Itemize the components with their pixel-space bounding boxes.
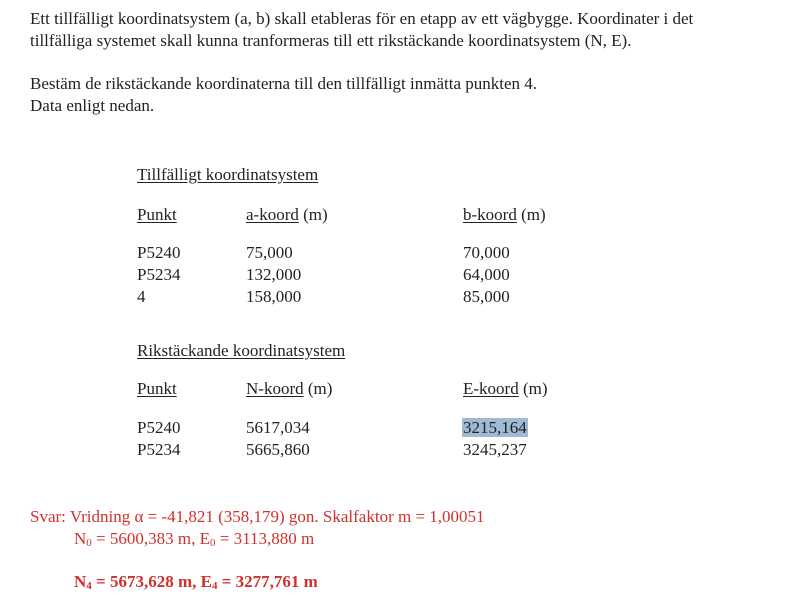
riks-header-e-label: E-koord xyxy=(463,379,519,398)
intro-line-3: Bestäm de rikstäckande koordinaterna till den tillfälligt inmätta punkten 4. xyxy=(30,74,538,93)
answer-final xyxy=(74,571,318,597)
answer-n4-label: N xyxy=(74,572,87,591)
riks-row-0-n: 5617,034 xyxy=(246,418,310,437)
answer-line-1: Svar: Vridning α = -41,821 (358,179) gon. Skalfaktor m = 1,00051 xyxy=(30,507,485,526)
intro-line-4: Data enligt nedan. xyxy=(30,96,155,115)
riks-row-1-e: 3245,237 xyxy=(463,440,527,459)
riks-header-n-label: N-koord xyxy=(246,379,304,398)
answer-n4-value: = 5673,628 m, E xyxy=(91,572,212,591)
riks-header-e-unit: (m) xyxy=(518,379,548,398)
riks-header-n-unit: (m) xyxy=(303,379,333,398)
answer-line-2 xyxy=(74,528,314,554)
answer-e4-value: = 3277,761 m xyxy=(217,572,318,591)
answer-e0-value: = 3113,880 m xyxy=(215,529,315,548)
temp-header-a-label: a-koord xyxy=(246,205,299,224)
riks-header-punkt: Punkt xyxy=(137,379,177,398)
riks-row-1-n: 5665,860 xyxy=(246,440,310,459)
riks-table-title: Rikstäckande koordinatsystem xyxy=(137,341,346,360)
temp-row-1-punkt: P5234 xyxy=(137,265,181,284)
temp-row-2-punkt: 4 xyxy=(137,287,146,306)
answer-n0-sub: 0 xyxy=(86,537,92,549)
answer-n0-value: = 5600,383 m, E xyxy=(91,529,210,548)
temp-table-title: Tillfälligt koordinatsystem xyxy=(137,165,319,184)
temp-header-b-unit: (m) xyxy=(516,205,546,224)
answer-n4-sub: 4 xyxy=(86,580,92,592)
temp-row-1-b: 64,000 xyxy=(463,265,510,284)
temp-header-a xyxy=(246,204,328,226)
answer-e4-sub: 4 xyxy=(211,580,218,592)
intro-line-2: tillfälliga systemet skall kunna tranformeras till ett rikstäckande koordinatsystem (N, E). xyxy=(30,31,632,50)
riks-row-0-e[interactable] xyxy=(462,417,528,439)
selected-text-highlight[interactable]: 3215,164 xyxy=(463,418,527,437)
riks-row-1-punkt: P5234 xyxy=(137,440,181,459)
temp-header-b-label: b-koord xyxy=(463,205,517,224)
temp-row-2-a: 158,000 xyxy=(246,287,302,306)
temp-row-0-a: 75,000 xyxy=(246,243,293,262)
temp-header-b xyxy=(463,204,546,226)
riks-row-0-punkt: P5240 xyxy=(137,418,181,437)
answer-n0-label: N xyxy=(74,529,87,548)
temp-row-0-punkt: P5240 xyxy=(137,243,181,262)
answer-e0-sub: 0 xyxy=(209,537,216,549)
temp-row-2-b: 85,000 xyxy=(463,287,510,306)
temp-header-punkt: Punkt xyxy=(137,205,177,224)
riks-header-e xyxy=(463,378,548,400)
riks-header-n xyxy=(246,378,332,400)
intro-line-1: Ett tillfälligt koordinatsystem (a, b) skall etableras för en etapp av ett vägbygge. Koordinater i det xyxy=(30,9,694,28)
temp-header-a-unit: (m) xyxy=(298,205,328,224)
temp-row-0-b: 70,000 xyxy=(463,243,510,262)
temp-row-1-a: 132,000 xyxy=(246,265,302,284)
